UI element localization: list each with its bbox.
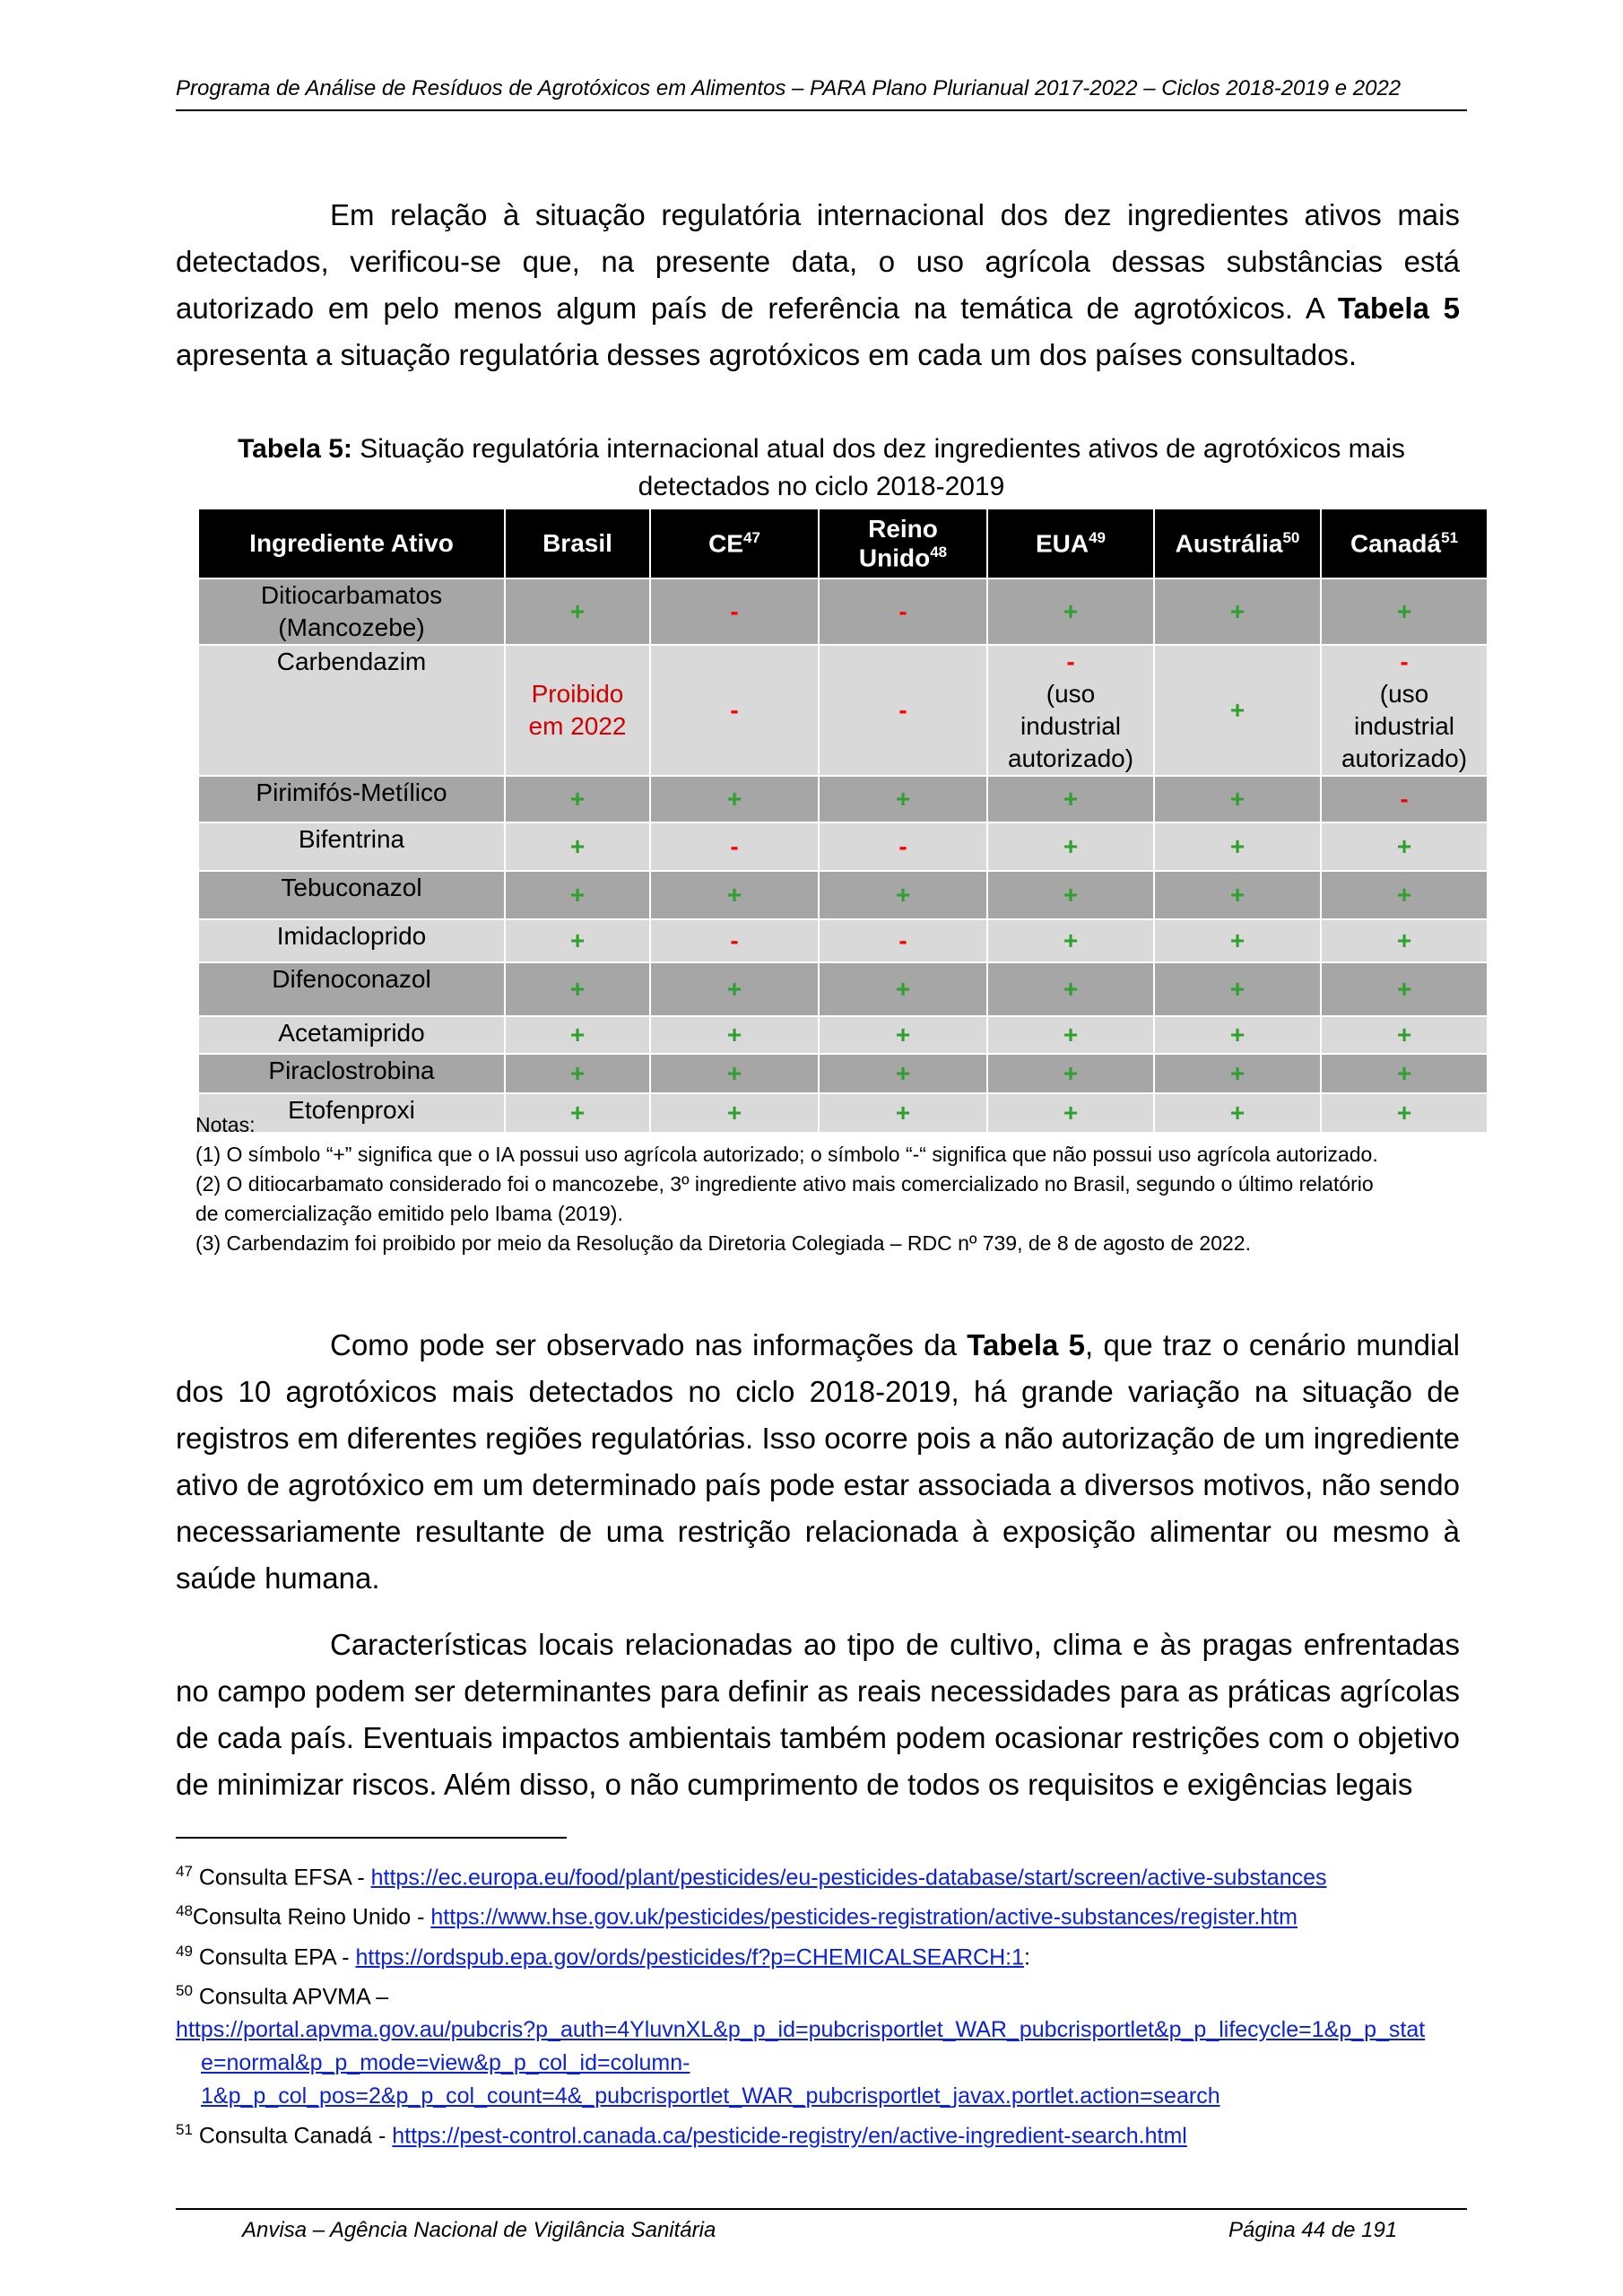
paragraph-local-factors [176,1622,1460,1808]
status-note: (uso industrial autorizado) [1007,680,1134,772]
table-row [198,919,1488,962]
footnote-47-link[interactable]: https://ec.europa.eu/food/plant/pesticides/eu-pesticides-database/start/screen/active-substances [370,1865,1327,1891]
table-caption [176,430,1467,506]
header-canada: Canadá$^{51}$ [1321,509,1488,578]
status-cell: + [987,919,1154,962]
footer-rule [176,2208,1467,2210]
status-cell: + [987,776,1154,822]
status-cell: + [987,1016,1154,1054]
status-cell: + [505,1093,650,1133]
paragraph-analysis-text-b: , que traz o cenário mundial dos 10 agrotóxicos mais detectados no ciclo 2018-2019, há grande variação na situação de registros em diferentes regiões regulatórias. Isso ocorre pois a não autorização de um ingrediente ativo de agrotóxico em um determinado país pode estar associada a diversos motivos, não sendo necessariamente resultante de uma restrição relacionada à exposição alimentar ou mesmo à saúde humana. [176,1328,1460,1595]
paragraph-intro-bold: Tabela 5 [1337,291,1460,325]
status-cell: + [650,776,819,822]
status-cell: + [819,776,987,822]
table-caption-label: Tabela 5: [238,434,352,464]
footnote-50-url-line-2 [176,2047,1467,2080]
status-cell: - [650,822,819,871]
status-cell: + [650,871,819,919]
status-cell: - [650,645,819,776]
header-reino-unido: Reino Unido$^{48}$ [819,509,987,578]
header-australia: Austrália$^{50}$ [1154,509,1321,578]
status-cell: + [505,919,650,962]
status-cell: + [1321,822,1488,871]
footnote-rule [176,1837,567,1839]
ingredient-name: Difenoconazol [198,962,505,1016]
table-caption-text: Situação regulatória internacional atual dos dez ingredientes ativos de agrotóxicos mais detectados no ciclo 2018-2019 [352,434,1405,501]
status-cell: + [1154,919,1321,962]
status-cell: + [1154,776,1321,822]
status-cell: - [819,578,987,645]
paragraph-analysis-text-a: Como pode ser observado nas informações da [330,1328,968,1361]
status-cell: - [819,919,987,962]
status-cell: + [1154,1093,1321,1133]
footnotes [176,1855,1467,2153]
table-row [198,1054,1488,1093]
paragraph-intro [176,192,1460,378]
footnote-48: $^{48}$Consulta Reino Unido - https://www.hse.gov.uk/pesticides/pesticides-registration/active-substances/register.htm [176,1902,1298,1930]
status-cell: - [819,645,987,776]
status-cell: + [505,871,650,919]
status-cell: - [1321,776,1488,822]
status-cell: + [819,1016,987,1054]
footnote-49-link[interactable]: https://ordspub.epa.gov/ords/pesticides/f?p=CHEMICALSEARCH:1 [355,1944,1025,1970]
status-cell: + [1321,871,1488,919]
table-row [198,645,1488,776]
status-cell: + [1321,1054,1488,1093]
header-rule [176,109,1467,111]
table-row [198,776,1488,822]
footnote-48-link[interactable]: https://www.hse.gov.uk/pesticides/pesticides-registration/active-substances/register.htm [430,1904,1298,1930]
table-row [198,1016,1488,1054]
footer-page-number: Página 44 de 191 [1228,2218,1398,2242]
status-cell [987,645,1154,776]
running-header: Programa de Análise de Resíduos de Agrotóxicos em Alimentos – PARA Plano Plurianual 2017-2022 – Ciclos 2018-2019 e 2022 [176,76,1402,100]
footnote-50-url-line-3 [176,2080,1467,2113]
ingredient-name: Pirimifós-Metílico [198,776,505,822]
table-row [198,871,1488,919]
status-cell: + [987,578,1154,645]
ingredient-name: Acetamiprido [198,1016,505,1054]
status-cell: + [1154,1016,1321,1054]
note-1: (1) O símbolo “+” significa que o IA possui uso agrícola autorizado; o símbolo “-“ significa que não possui uso agrícola autorizado. [195,1143,1378,1166]
status-cell: + [1154,645,1321,776]
footnote-51-link[interactable]: https://pest-control.canada.ca/pesticide-registry/en/active-ingredient-search.html [392,2123,1187,2149]
footer-agency: Anvisa – Agência Nacional de Vigilância Sanitária [242,2218,716,2242]
ingredient-name: Bifentrina [198,822,505,871]
status-cell: + [1154,871,1321,919]
ingredient-name: Piraclostrobina [198,1054,505,1093]
status-cell: + [819,1093,987,1133]
ingredient-name: Imidacloprido [198,919,505,962]
status-cell: + [819,871,987,919]
footnote-50-url-line-1 [176,2013,1467,2047]
header-brasil: Brasil [505,509,650,578]
status-cell: + [505,962,650,1016]
ingredient-name: Carbendazim [198,645,505,776]
status-cell: - [819,822,987,871]
footnote-49: $^{49}$ Consulta EPA - https://ordspub.epa.gov/ords/pesticides/f?p=CHEMICALSEARCH:1: [176,1942,1030,1970]
status-cell: + [987,962,1154,1016]
status-cell: + [1154,962,1321,1016]
status-cell: + [650,1016,819,1054]
footnote-51: $^{51}$ Consulta Canadá - https://pest-control.canada.ca/pesticide-registry/en/active-ingredient-search.html [176,2121,1187,2149]
status-cell: + [650,1093,819,1133]
paragraph-intro-text-b: apresenta a situação regulatória desses agrotóxicos em cada um dos países consultados. [176,338,1358,371]
table-row [198,822,1488,871]
status-cell: Proibido em 2022 [505,645,650,776]
status-cell: + [1321,919,1488,962]
footnote-50: $^{50}$ Consulta APVMA – [176,1981,389,2010]
status-cell: + [1154,578,1321,645]
footnote-50-link-cont[interactable]: 1&p_p_col_pos=2&p_p_col_count=4&_pubcrisportlet_WAR_pubcrisportlet_javax.portlet.action=search [201,2083,1220,2109]
status-cell: + [505,1054,650,1093]
paragraph-analysis [176,1322,1460,1602]
header-ingrediente: Ingrediente Ativo [198,509,505,578]
status-cell: + [819,1054,987,1093]
header-ce: CE$^{47}$ [650,509,819,578]
paragraph-intro-text-a: Em relação à situação regulatória internacional dos dez ingredientes ativos mais detectados, verificou-se que, na presente data, o uso agrícola dessas substâncias está autorizado em pelo menos algum país de referência na temática de agrotóxicos. A [176,198,1460,325]
status-cell: + [1154,1054,1321,1093]
status-cell: + [505,578,650,645]
status-sign: - [1066,648,1075,675]
status-cell: - [650,919,819,962]
status-cell: - [650,578,819,645]
status-cell: + [1321,578,1488,645]
ingredient-name: Etofenproxi [198,1093,505,1133]
paragraph-local-factors-text: Características locais relacionadas ao tipo de cultivo, clima e às pragas enfrentadas no campo podem ser determinantes para definir as reais necessidades para as práticas agrícolas de cada país. Eventuais impactos ambientais também podem ocasionar restrições com o objetivo de minimizar riscos. Além disso, o não cumprimento de todos os requisitos e exigências legais [176,1628,1460,1801]
footnote-47: $^{47}$ Consulta EFSA - https://ec.europa.eu/food/plant/pesticides/eu-pesticides-database/start/screen/active-substances [176,1863,1327,1891]
status-cell: + [505,776,650,822]
status-note: (uso industrial autorizado) [1341,680,1468,772]
status-cell: + [1154,822,1321,871]
paragraph-analysis-bold: Tabela 5 [967,1328,1086,1361]
status-cell: + [819,962,987,1016]
status-sign: - [1400,648,1409,675]
ingredient-name: Tebuconazol [198,871,505,919]
status-cell: + [987,1093,1154,1133]
table-header-row [198,509,1488,578]
footnote-50-link[interactable]: https://portal.apvma.gov.au/pubcris?p_auth=4YluvnXL&p_p_id=pubcrisportlet_WAR_pubcrisportlet&p_p_lifecycle=1&p_p_stat [176,2017,1426,2043]
status-cell: + [650,1054,819,1093]
table-row [198,962,1488,1016]
regulatory-table [197,508,1488,1134]
status-cell: + [1321,1016,1488,1054]
status-cell: + [1321,1093,1488,1133]
note-2b: de comercialização emitido pelo Ibama (2019). [195,1202,623,1225]
status-cell: + [505,1016,650,1054]
footnote-50-link-cont[interactable]: e=normal&p_p_mode=view&p_p_col_id=column- [201,2050,690,2076]
status-cell [1321,645,1488,776]
status-cell: + [1321,962,1488,1016]
note-3: (3) Carbendazim foi proibido por meio da Resolução da Diretoria Colegiada – RDC nº 739, de 8 de agosto de 2022. [195,1231,1251,1255]
status-cell: + [650,962,819,1016]
ingredient-name: Ditiocarbamatos (Mancozebe) [198,578,505,645]
status-cell: + [987,822,1154,871]
note-2a: (2) O ditiocarbamato considerado foi o mancozebe, 3º ingrediente ativo mais comercializado no Brasil, segundo o último relatório [195,1172,1374,1196]
status-cell: + [987,1054,1154,1093]
notes-title: Notas: [195,1113,256,1136]
table-row [198,578,1488,645]
header-eua: EUA$^{49}$ [987,509,1154,578]
table-notes [195,1110,1487,1258]
status-cell: + [987,871,1154,919]
status-cell: + [505,822,650,871]
